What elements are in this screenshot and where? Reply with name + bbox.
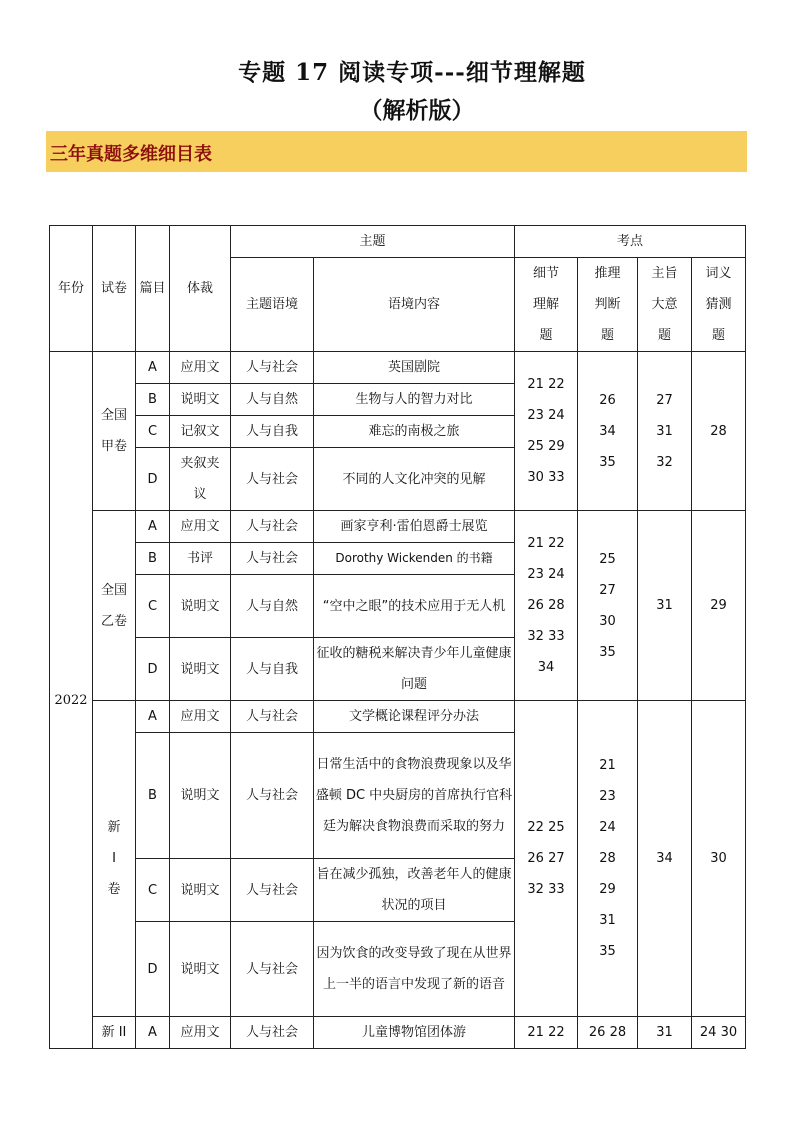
section-banner bbox=[46, 131, 747, 172]
header-paper: 试卷 bbox=[93, 226, 136, 352]
detail-questions: 21 22 bbox=[515, 1017, 578, 1049]
header-inference: 推理判断题 bbox=[578, 258, 638, 352]
document-subtitle: （解析版） bbox=[359, 97, 475, 124]
paper-name: 全国乙卷 bbox=[93, 511, 136, 701]
theme-cell: 人与自然 bbox=[231, 384, 314, 416]
context-content-cell: Dorothy Wickenden 的书籍 bbox=[314, 543, 515, 575]
header-word-guess: 词义猜测题 bbox=[692, 258, 746, 352]
context-content-cell: 文学概论课程评分办法 bbox=[314, 701, 515, 733]
genre-cell: 说明文 bbox=[170, 922, 231, 1017]
inference-questions: 26 28 bbox=[578, 1017, 638, 1049]
theme-cell: 人与社会 bbox=[231, 1017, 314, 1049]
word-guess-questions: 24 30 bbox=[692, 1017, 746, 1049]
passage-letter: D bbox=[136, 638, 170, 701]
theme-cell: 人与自我 bbox=[231, 638, 314, 701]
passage-letter: A bbox=[136, 701, 170, 733]
context-content-cell: 因为饮食的改变导致了现在从世界上一半的语言中发现了新的语音 bbox=[314, 922, 515, 1017]
passage-letter: D bbox=[136, 448, 170, 511]
genre-cell: 说明文 bbox=[170, 638, 231, 701]
passage-letter: A bbox=[136, 1017, 170, 1049]
main-idea-questions: 31 bbox=[638, 511, 692, 701]
passage-letter: C bbox=[136, 575, 170, 638]
context-content-cell: 画家亨利·雷伯恩爵士展览 bbox=[314, 511, 515, 543]
context-content-cell: 难忘的南极之旅 bbox=[314, 416, 515, 448]
year-cell: 2022 bbox=[50, 352, 93, 1049]
theme-cell: 人与社会 bbox=[231, 733, 314, 859]
header-theme-context: 主题语境 bbox=[231, 258, 314, 352]
word-guess-questions: 30 bbox=[692, 701, 746, 1017]
header-passage: 篇目 bbox=[136, 226, 170, 352]
header-detail: 细节理解题 bbox=[515, 258, 578, 352]
genre-cell: 说明文 bbox=[170, 575, 231, 638]
passage-letter: D bbox=[136, 922, 170, 1017]
theme-cell: 人与自然 bbox=[231, 575, 314, 638]
passage-letter: B bbox=[136, 733, 170, 859]
genre-cell: 说明文 bbox=[170, 859, 231, 922]
theme-cell: 人与社会 bbox=[231, 511, 314, 543]
paper-name: 全国甲卷 bbox=[93, 352, 136, 511]
word-guess-questions: 28 bbox=[692, 352, 746, 511]
header-main-idea: 主旨大意题 bbox=[638, 258, 692, 352]
context-content-cell: 旨在减少孤独，改善老年人的健康状况的项目 bbox=[314, 859, 515, 922]
genre-cell: 应用文 bbox=[170, 511, 231, 543]
passage-letter: B bbox=[136, 543, 170, 575]
passage-letter: B bbox=[136, 384, 170, 416]
main-idea-questions: 31 bbox=[638, 1017, 692, 1049]
paper-name: 新 II bbox=[93, 1017, 136, 1049]
context-content-cell: 征收的糖税来解决青少年儿童健康问题 bbox=[314, 638, 515, 701]
inference-questions: 21 23 24 28 29 31 35 bbox=[578, 701, 638, 1017]
passage-letter: A bbox=[136, 352, 170, 384]
word-guess-questions: 29 bbox=[692, 511, 746, 701]
detail-questions: 21 22 23 24 25 29 30 33 bbox=[515, 352, 578, 511]
main-idea-questions: 34 bbox=[638, 701, 692, 1017]
theme-cell: 人与社会 bbox=[231, 352, 314, 384]
genre-cell: 说明文 bbox=[170, 733, 231, 859]
passage-letter: C bbox=[136, 416, 170, 448]
theme-cell: 人与自我 bbox=[231, 416, 314, 448]
theme-cell: 人与社会 bbox=[231, 859, 314, 922]
passage-letter: A bbox=[136, 511, 170, 543]
genre-cell: 记叙文 bbox=[170, 416, 231, 448]
theme-cell: 人与社会 bbox=[231, 922, 314, 1017]
detail-questions: 22 25 26 27 32 33 bbox=[515, 701, 578, 1017]
context-content-cell: 英国剧院 bbox=[314, 352, 515, 384]
genre-cell: 说明文 bbox=[170, 384, 231, 416]
detail-table bbox=[49, 225, 746, 1049]
header-context-content: 语境内容 bbox=[314, 258, 515, 352]
genre-cell: 夹叙夹议 bbox=[170, 448, 231, 511]
section-banner-label: 三年真题多维细目表 bbox=[50, 144, 212, 165]
main-idea-questions: 27 31 32 bbox=[638, 352, 692, 511]
passage-letter: C bbox=[136, 859, 170, 922]
inference-questions: 25 27 30 35 bbox=[578, 511, 638, 701]
genre-cell: 应用文 bbox=[170, 1017, 231, 1049]
inference-questions: 26 34 35 bbox=[578, 352, 638, 511]
genre-cell: 书评 bbox=[170, 543, 231, 575]
context-content-cell: 不同的人文化冲突的见解 bbox=[314, 448, 515, 511]
header-genre: 体裁 bbox=[170, 226, 231, 352]
detail-questions: 21 22 23 24 26 28 32 33 34 bbox=[515, 511, 578, 701]
theme-cell: 人与社会 bbox=[231, 543, 314, 575]
genre-cell: 应用文 bbox=[170, 701, 231, 733]
header-test-points: 考点 bbox=[515, 226, 746, 258]
theme-cell: 人与社会 bbox=[231, 448, 314, 511]
theme-cell: 人与社会 bbox=[231, 701, 314, 733]
document-title: 专题 17 阅读专项---细节理解题 bbox=[238, 59, 586, 86]
header-year: 年份 bbox=[50, 226, 93, 352]
paper-name: 新 I 卷 bbox=[93, 701, 136, 1017]
context-content-cell: 生物与人的智力对比 bbox=[314, 384, 515, 416]
context-content-cell: 日常生活中的食物浪费现象以及华盛顿 DC 中央厨房的首席执行官科廷为解决食物浪费而采取的努力 bbox=[314, 733, 515, 859]
genre-cell: 应用文 bbox=[170, 352, 231, 384]
context-content-cell: 儿童博物馆团体游 bbox=[314, 1017, 515, 1049]
context-content-cell: “空中之眼”的技术应用于无人机 bbox=[314, 575, 515, 638]
header-theme: 主题 bbox=[231, 226, 515, 258]
